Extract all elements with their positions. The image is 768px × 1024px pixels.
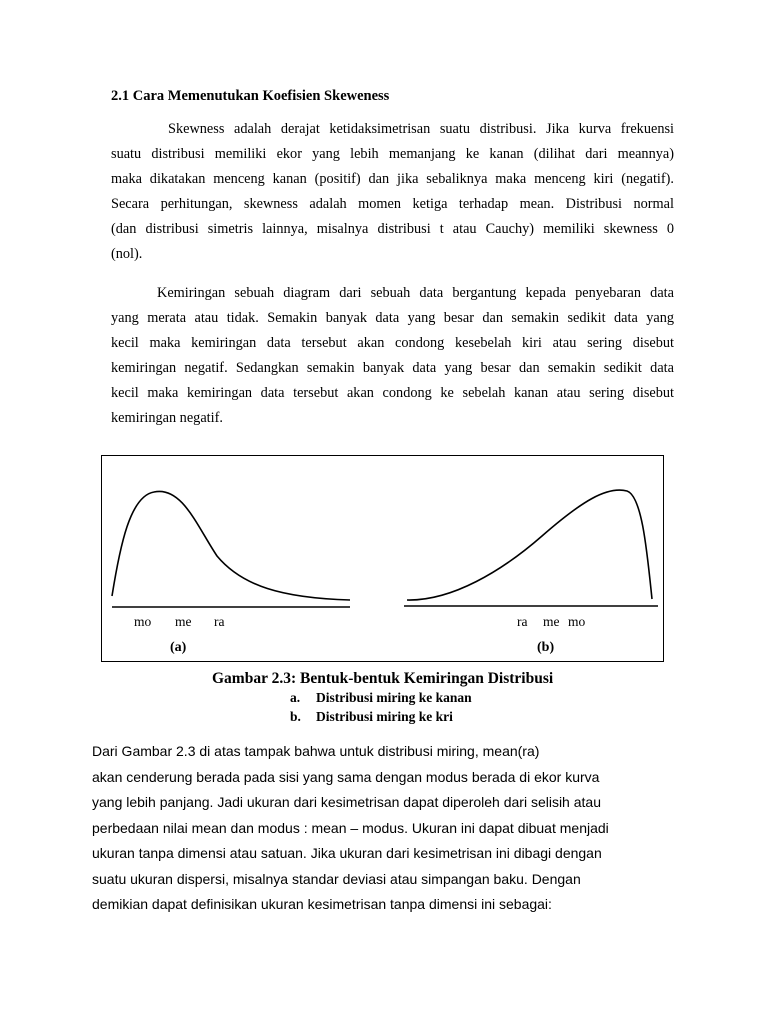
- left-skewed-curve: [407, 490, 652, 600]
- text-line: (nol).: [111, 246, 143, 262]
- caption-item-text: Distribusi miring ke kri: [316, 709, 453, 724]
- caption-item-marker: b.: [290, 709, 301, 724]
- text-line: kecil maka kemiringan data tersebut akan condong ke sebelah kanan atau sering disebut: [111, 385, 674, 401]
- text-line: Skewness adalah derajat ketidaksimetrisan suatu distribusi. Jika kurva frekuensi: [168, 121, 674, 137]
- text-line: perbedaan nilai mean dan modus : mean – modus. Ukuran ini dapat dibuat menjadi: [92, 819, 609, 836]
- figure-caption: Gambar 2.3: Bentuk-bentuk Kemiringan Distribusi: [212, 670, 554, 687]
- label-ra-right: ra: [517, 614, 528, 629]
- text-line: kemiringan negatif. Sedangkan semakin banyak data yang besar dan semakin sedikit data: [111, 360, 674, 376]
- label-me-left: me: [175, 614, 192, 629]
- label-mo-left: mo: [134, 614, 152, 629]
- skewness-figure: [101, 455, 664, 662]
- paragraph-figure-explanation: [92, 739, 692, 918]
- text-line: kemiringan negatif.: [111, 410, 223, 426]
- text-line: ukuran tanpa dimensi atau satuan. Jika ukuran dari kesimetrisan ini dibagi dengan: [92, 845, 602, 861]
- text-line: akan cenderung berada pada sisi yang sama dengan modus berada di ekor kurva: [92, 768, 600, 785]
- paragraph-skewness-definition: [111, 117, 674, 267]
- text-line: maka dikatakan menceng kanan (positif) dan jika sebaliknya maka menceng kiri (negatif).: [111, 171, 674, 187]
- label-ra-left: ra: [214, 614, 225, 629]
- text-line: yang lebih panjang. Jadi ukuran dari kesimetrisan dapat diperoleh dari selisih atau: [92, 794, 601, 810]
- skewness-curves-drawing: [102, 456, 665, 663]
- text-line: yang merata atau tidak. Semakin banyak data yang besar dan semakin sedikit data yang: [111, 310, 674, 326]
- right-skewed-curve: [112, 491, 350, 600]
- label-mo-right: mo: [568, 614, 586, 629]
- paragraph-kemiringan: [111, 281, 674, 431]
- text-line: suatu ukuran dispersi, misalnya standar deviasi atau simpangan baku. Dengan: [92, 870, 581, 887]
- label-me-right: me: [543, 614, 560, 629]
- text-line: Kemiringan sebuah diagram dari sebuah data bergantung kepada penyebaran data: [157, 285, 674, 301]
- caption-item-text: Distribusi miring ke kanan: [316, 690, 472, 705]
- caption-item-marker: a.: [290, 690, 301, 705]
- sublabel-a: (a): [170, 640, 187, 655]
- sublabel-b: (b): [537, 640, 555, 655]
- text-line: suatu distribusi memiliki ekor yang lebih memanjang ke kanan (dilihat dari meannya): [111, 146, 674, 162]
- caption-item-b: [290, 709, 453, 725]
- caption-item-a: [290, 690, 472, 706]
- text-line: Secara perhitungan, skewness adalah momen ketiga terhadap mean. Distribusi normal: [111, 196, 674, 212]
- text-line: kecil maka kemiringan data tersebut akan condong kesebelah kiri atau sering disebut: [111, 335, 674, 351]
- text-line: (dan distribusi simetris lainnya, misalnya distribusi t atau Cauchy) memiliki skewness 0: [111, 221, 674, 237]
- text-line: demikian dapat definisikan ukuran kesimetrisan tanpa dimensi ini sebagai:: [92, 896, 552, 912]
- section-heading: 2.1 Cara Memenutukan Koefisien Skeweness: [111, 88, 390, 104]
- text-line: Dari Gambar 2.3 di atas tampak bahwa untuk distribusi miring, mean(ra): [92, 743, 540, 759]
